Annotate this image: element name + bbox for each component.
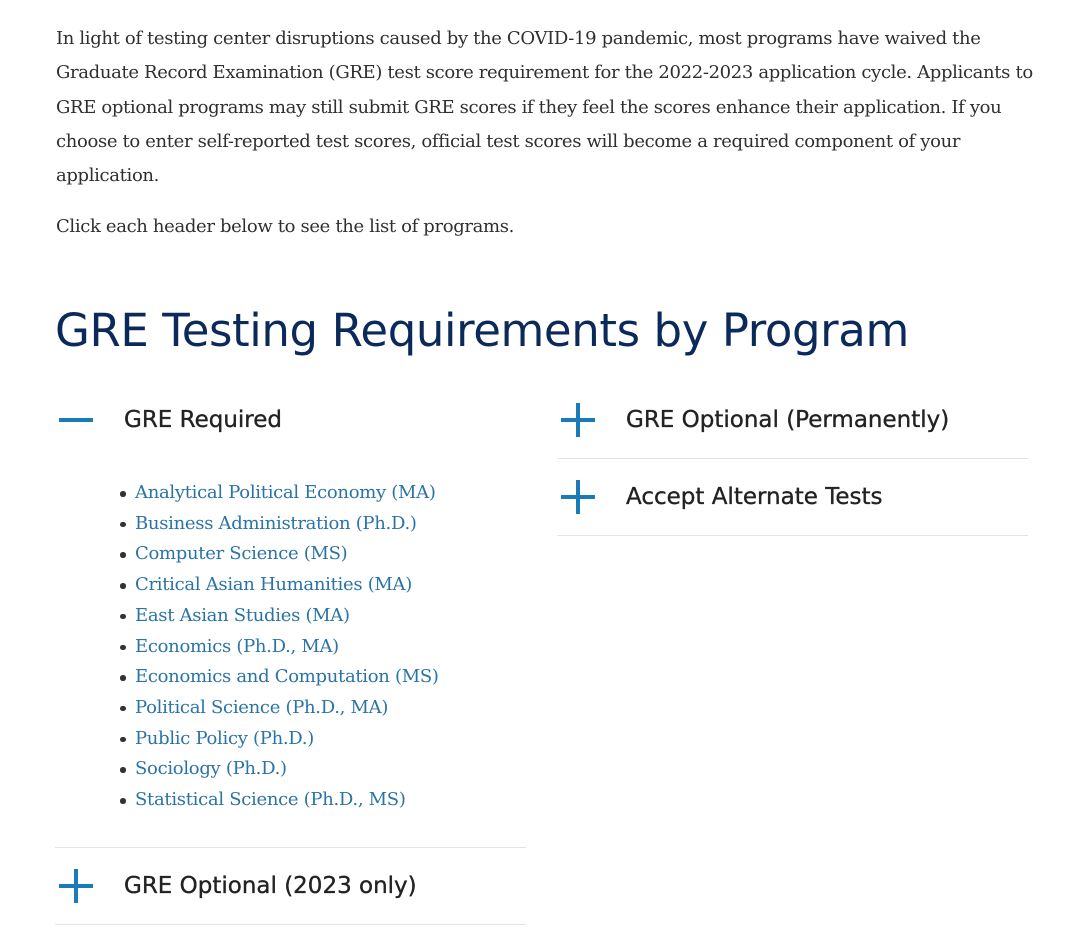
program-link[interactable]: Business Administration (Ph.D.) — [135, 512, 417, 534]
program-link[interactable]: Critical Asian Humanities (MA) — [135, 574, 412, 596]
accordion-gre-optional-permanently — [557, 382, 1028, 459]
instruction-text: Click each header below to see the list of programs. — [56, 216, 514, 237]
accordion-title: GRE Optional (2023 only) — [124, 872, 417, 899]
program-list — [55, 478, 526, 816]
accordion-panel-gre-required — [55, 458, 526, 847]
accordion-header-accept-alternate-tests[interactable] — [557, 459, 1028, 535]
accordion-header-gre-required[interactable] — [55, 382, 526, 458]
accordion-gre-required — [55, 382, 526, 847]
plus-icon — [55, 848, 124, 924]
accordion-accept-alternate-tests — [557, 459, 1028, 536]
accordion-title: GRE Optional (Permanently) — [626, 407, 950, 433]
program-link[interactable]: Computer Science (MS) — [135, 543, 348, 565]
list-item — [135, 601, 526, 632]
accordion-header-gre-optional-permanently[interactable] — [557, 382, 1028, 458]
list-item — [135, 478, 526, 509]
plus-icon — [557, 459, 626, 535]
minus-icon — [55, 382, 124, 458]
program-link[interactable]: Economics and Computation (MS) — [135, 666, 439, 688]
program-link[interactable]: Public Policy (Ph.D.) — [135, 727, 314, 749]
accordion-title: GRE Required — [124, 407, 283, 433]
program-link[interactable]: East Asian Studies (MA) — [135, 604, 350, 626]
accordion-left-column — [55, 382, 526, 925]
program-link[interactable]: Economics (Ph.D., MA) — [135, 635, 339, 657]
program-link[interactable]: Political Science (Ph.D., MA) — [135, 696, 389, 718]
section-title: GRE Testing Requirements by Program — [55, 304, 909, 357]
list-item — [135, 724, 526, 755]
accordion-right-column — [557, 382, 1028, 536]
program-link[interactable]: Statistical Science (Ph.D., MS) — [135, 789, 406, 811]
list-item — [135, 509, 526, 540]
list-item — [135, 662, 526, 693]
list-item — [135, 570, 526, 601]
list-item — [135, 693, 526, 724]
accordion-header-gre-optional-2023[interactable] — [55, 848, 526, 924]
accordion-gre-optional-2023 — [55, 848, 526, 925]
plus-icon — [557, 382, 626, 458]
list-item — [135, 539, 526, 570]
program-link[interactable]: Analytical Political Economy (MA) — [135, 482, 436, 503]
list-item — [135, 632, 526, 663]
list-item — [135, 785, 526, 816]
intro-paragraph: In light of testing center disruptions caused by the COVID-19 pandemic, most programs have waived the Graduate Record Examination (GRE) test score requirement for the 2022-2023 application cycle. Applicants to GRE optional programs may still submit GRE scores if they feel the scores enhance their application. If you choose to enter self-reported test scores, official test scores will become a required component of your application. — [56, 28, 1033, 187]
program-link[interactable]: Sociology (Ph.D.) — [135, 758, 287, 780]
accordion-title: Accept Alternate Tests — [626, 484, 883, 510]
list-item — [135, 754, 526, 785]
